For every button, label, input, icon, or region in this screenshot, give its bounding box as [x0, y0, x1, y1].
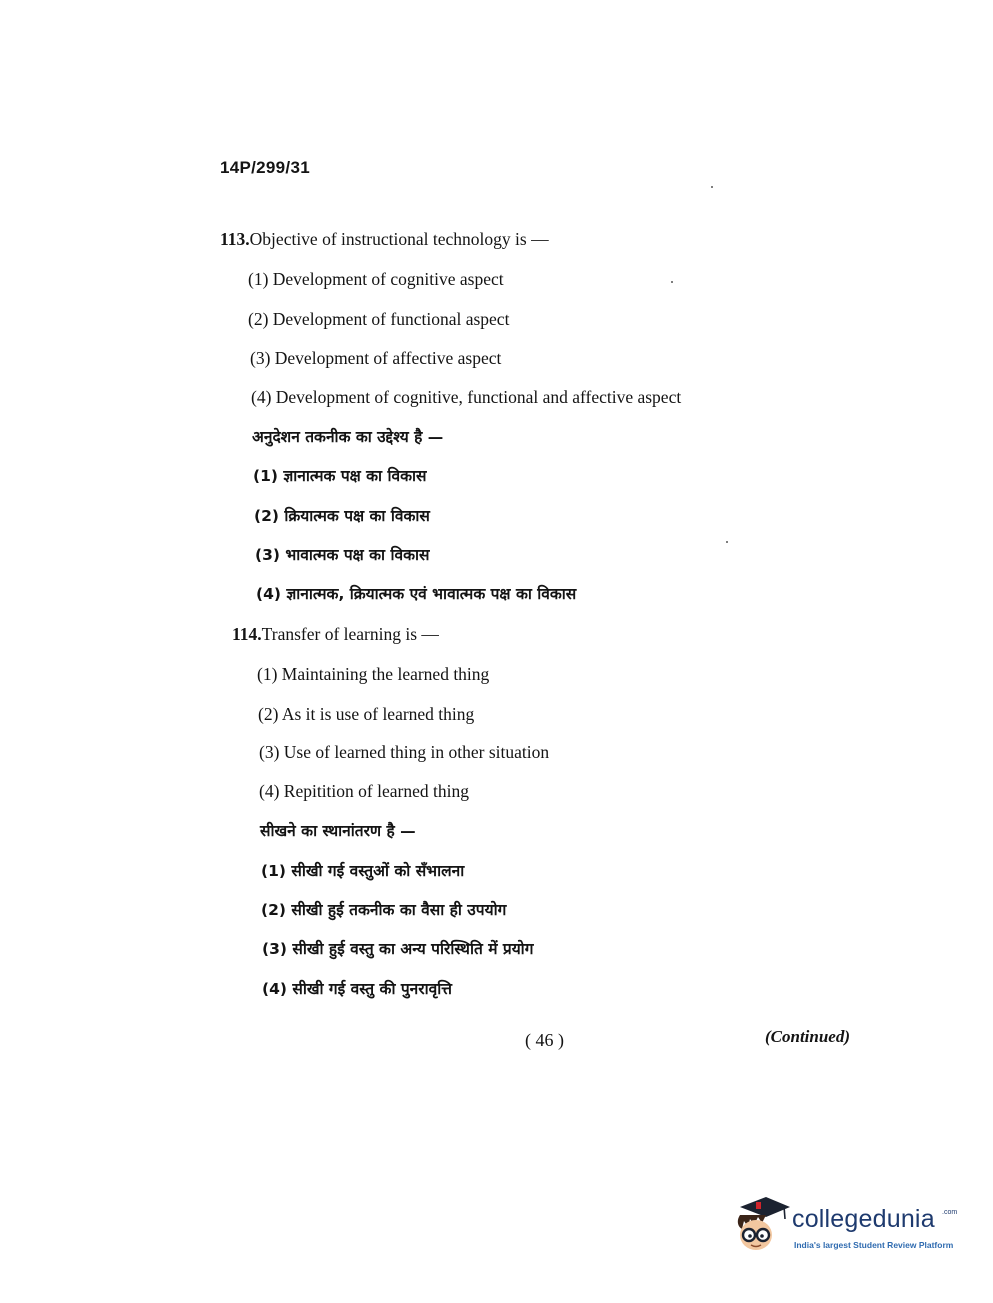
option-113-hi-3: (3) भावात्मक पक्ष का विकास	[255, 546, 430, 564]
option-114-en-2: (2) As it is use of learned thing	[258, 704, 475, 724]
question-113-stem-hindi: अनुदेशन तकनीक का उद्देश्य है —	[252, 428, 444, 446]
option-114-hi-1: (1) सीखी गई वस्तुओं को सँभालना	[261, 862, 465, 880]
option-114-hi-2: (2) सीखी हुई तकनीक का वैसा ही उपयोग	[261, 901, 507, 919]
question-text: Transfer of learning is —	[261, 624, 439, 644]
continued-label: (Continued)	[765, 1027, 851, 1046]
mascot-icon	[732, 1193, 794, 1263]
option-113-en-4: (4) Development of cognitive, functional and affective aspect	[251, 387, 682, 407]
option-113-hi-2: (2) क्रियात्मक पक्ष का विकास	[254, 507, 430, 525]
question-text: Objective of instructional technology is —	[249, 229, 549, 249]
option-114-en-4: (4) Repitition of learned thing	[259, 781, 469, 801]
question-114-stem-hindi: सीखने का स्थानांतरण है —	[260, 822, 416, 840]
scan-speck	[711, 186, 713, 188]
page-number: ( 46 )	[525, 1030, 564, 1050]
scan-speck	[726, 541, 728, 543]
option-113-en-2: (2) Development of functional aspect	[248, 309, 510, 329]
option-114-en-1: (1) Maintaining the learned thing	[257, 664, 490, 684]
option-114-hi-4: (4) सीखी गई वस्तु की पुनरावृत्ति	[262, 980, 452, 998]
option-113-hi-1: (1) ज्ञानात्मक पक्ष का विकास	[253, 467, 427, 485]
brand-tagline: India's largest Student Review Platform	[794, 1240, 954, 1250]
question-number: 113.	[220, 229, 250, 249]
brand-domain-suffix: .com	[942, 1209, 958, 1216]
option-113-en-3: (3) Development of affective aspect	[250, 348, 502, 368]
option-113-hi-4: (4) ज्ञानात्मक, क्रियात्मक एवं भावात्मक पक्ष का विकास	[256, 585, 577, 603]
question-113-stem	[220, 228, 549, 250]
collegedunia-logo	[732, 1193, 962, 1263]
option-114-en-3: (3) Use of learned thing in other situation	[259, 742, 550, 762]
paper-code: 14P/299/31	[220, 158, 310, 177]
brand-name: collegedunia	[792, 1205, 935, 1233]
scan-speck	[671, 281, 673, 283]
option-114-hi-3: (3) सीखी हुई वस्तु का अन्य परिस्थिति में प्रयोग	[262, 940, 534, 958]
question-114-stem	[232, 623, 439, 645]
option-113-en-1: (1) Development of cognitive aspect	[248, 269, 504, 289]
question-number: 114.	[232, 624, 262, 644]
